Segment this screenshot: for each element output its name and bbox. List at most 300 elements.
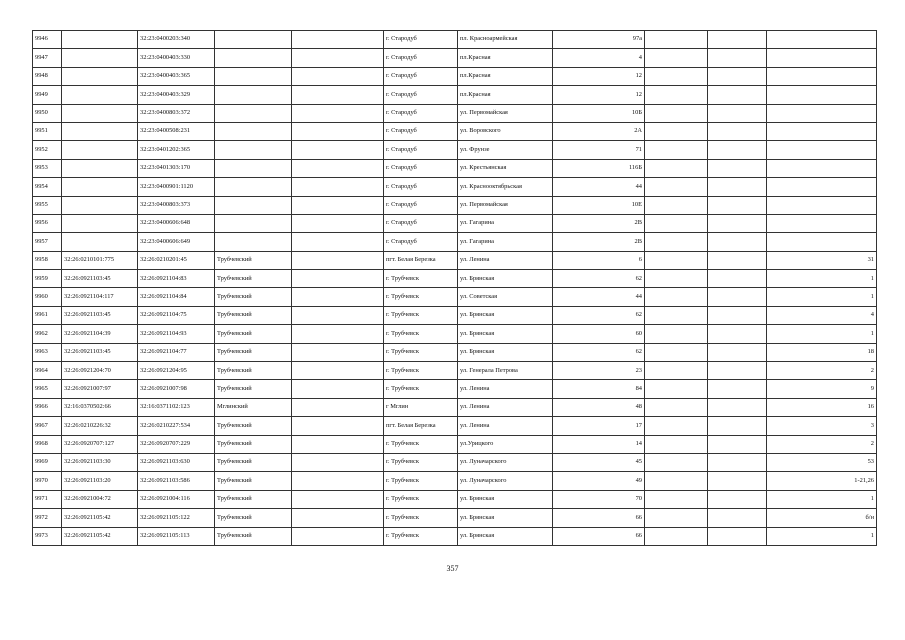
- row-number-cell: 9962: [33, 325, 62, 343]
- empty-cell: [292, 435, 384, 453]
- cadastral-number-cell: [62, 159, 138, 177]
- cadastral-number-cell: 32:16:0370502:66: [62, 398, 138, 416]
- street-cell: ул. Первомайская: [458, 196, 553, 214]
- empty-cell: [645, 490, 708, 508]
- cadastral-number-cell: 32:26:0921004:116: [138, 490, 215, 508]
- row-number-cell: 9953: [33, 159, 62, 177]
- row-number-cell: 9968: [33, 435, 62, 453]
- empty-cell: [645, 435, 708, 453]
- street-cell: ул. Генерала Петрова: [458, 362, 553, 380]
- cadastral-number-cell: 32:26:0920707:229: [138, 435, 215, 453]
- house-number-cell: 48: [553, 398, 645, 416]
- empty-cell: [645, 417, 708, 435]
- empty-cell: [292, 178, 384, 196]
- empty-cell: [645, 251, 708, 269]
- empty-cell: [645, 104, 708, 122]
- table-row: [33, 435, 877, 453]
- row-number-cell: 9950: [33, 104, 62, 122]
- empty-cell: [645, 31, 708, 49]
- empty-cell: [645, 398, 708, 416]
- empty-cell: [645, 233, 708, 251]
- table-row: [33, 270, 877, 288]
- empty-cell: [708, 288, 767, 306]
- district-cell: Трубчевский: [215, 251, 292, 269]
- apartment-cell: [767, 67, 877, 85]
- cadastral-number-cell: 32:26:0921104:83: [138, 270, 215, 288]
- apartment-cell: 1: [767, 325, 877, 343]
- empty-cell: [708, 251, 767, 269]
- row-number-cell: 9951: [33, 122, 62, 140]
- empty-cell: [645, 527, 708, 545]
- table-row: [33, 398, 877, 416]
- apartment-cell: 18: [767, 343, 877, 361]
- locality-cell: г. Стародуб: [384, 104, 458, 122]
- apartment-cell: 16: [767, 398, 877, 416]
- empty-cell: [292, 251, 384, 269]
- apartment-cell: [767, 104, 877, 122]
- apartment-cell: 2: [767, 362, 877, 380]
- district-cell: Трубчевский: [215, 490, 292, 508]
- apartment-cell: [767, 86, 877, 104]
- table-body: [33, 31, 877, 546]
- apartment-cell: 53: [767, 453, 877, 471]
- cadastral-number-cell: 32:26:0210226:32: [62, 417, 138, 435]
- locality-cell: г. Стародуб: [384, 67, 458, 85]
- table-row: [33, 67, 877, 85]
- street-cell: ул. Брянская: [458, 325, 553, 343]
- locality-cell: г Мглин: [384, 398, 458, 416]
- apartment-cell: 1: [767, 270, 877, 288]
- apartment-cell: 31: [767, 251, 877, 269]
- street-cell: ул. Луначарского: [458, 453, 553, 471]
- empty-cell: [708, 453, 767, 471]
- locality-cell: пгт. Белая Березка: [384, 417, 458, 435]
- empty-cell: [292, 343, 384, 361]
- empty-cell: [708, 31, 767, 49]
- cadastral-number-cell: [62, 141, 138, 159]
- empty-cell: [708, 362, 767, 380]
- district-cell: Трубчевский: [215, 343, 292, 361]
- row-number-cell: 9956: [33, 214, 62, 232]
- district-cell: Трубчевский: [215, 325, 292, 343]
- apartment-cell: [767, 122, 877, 140]
- street-cell: ул. Ленина: [458, 417, 553, 435]
- empty-cell: [292, 417, 384, 435]
- empty-cell: [645, 49, 708, 67]
- table-row: [33, 141, 877, 159]
- table-row: [33, 104, 877, 122]
- locality-cell: г. Стародуб: [384, 122, 458, 140]
- street-cell: ул. Гагарина: [458, 233, 553, 251]
- empty-cell: [708, 490, 767, 508]
- cadastral-number-cell: [62, 122, 138, 140]
- apartment-cell: 1: [767, 490, 877, 508]
- locality-cell: г. Стародуб: [384, 86, 458, 104]
- street-cell: ул. Краснооктябрьская: [458, 178, 553, 196]
- cadastral-number-cell: 32:26:0921105:42: [62, 509, 138, 527]
- apartment-cell: [767, 159, 877, 177]
- district-cell: [215, 178, 292, 196]
- row-number-cell: 9970: [33, 472, 62, 490]
- locality-cell: г. Трубчевск: [384, 270, 458, 288]
- district-cell: [215, 86, 292, 104]
- house-number-cell: 70: [553, 490, 645, 508]
- cadastral-number-cell: 32:23:0400403:365: [138, 67, 215, 85]
- district-cell: Трубчевский: [215, 362, 292, 380]
- cadastral-number-cell: 32:26:0210101:775: [62, 251, 138, 269]
- locality-cell: г. Трубчевск: [384, 343, 458, 361]
- cadastral-number-cell: 32:26:0921103:30: [62, 453, 138, 471]
- house-number-cell: 71: [553, 141, 645, 159]
- empty-cell: [645, 306, 708, 324]
- house-number-cell: 84: [553, 380, 645, 398]
- empty-cell: [292, 398, 384, 416]
- apartment-cell: [767, 196, 877, 214]
- house-number-cell: 97а: [553, 31, 645, 49]
- locality-cell: г. Трубчевск: [384, 509, 458, 527]
- street-cell: ул. Брянская: [458, 509, 553, 527]
- district-cell: Трубчевский: [215, 453, 292, 471]
- locality-cell: г. Стародуб: [384, 49, 458, 67]
- empty-cell: [708, 306, 767, 324]
- table-row: [33, 49, 877, 67]
- empty-cell: [708, 104, 767, 122]
- locality-cell: г. Стародуб: [384, 159, 458, 177]
- cadastral-number-cell: 32:26:0921103:45: [62, 306, 138, 324]
- table-row: [33, 343, 877, 361]
- row-number-cell: 9957: [33, 233, 62, 251]
- table-row: [33, 417, 877, 435]
- cadastral-number-cell: 32:26:0210201:45: [138, 251, 215, 269]
- empty-cell: [292, 527, 384, 545]
- locality-cell: г. Трубчевск: [384, 362, 458, 380]
- row-number-cell: 9946: [33, 31, 62, 49]
- district-cell: Трубчевский: [215, 472, 292, 490]
- cadastral-number-cell: [62, 31, 138, 49]
- cadastral-number-cell: 32:16:0371102:123: [138, 398, 215, 416]
- empty-cell: [292, 306, 384, 324]
- district-cell: [215, 141, 292, 159]
- table-row: [33, 159, 877, 177]
- empty-cell: [292, 86, 384, 104]
- empty-cell: [292, 233, 384, 251]
- locality-cell: г. Трубчевск: [384, 453, 458, 471]
- cadastral-number-cell: 32:26:0921103:586: [138, 472, 215, 490]
- empty-cell: [292, 196, 384, 214]
- apartment-cell: [767, 178, 877, 196]
- row-number-cell: 9960: [33, 288, 62, 306]
- empty-cell: [708, 343, 767, 361]
- street-cell: ул. Ленина: [458, 380, 553, 398]
- empty-cell: [645, 67, 708, 85]
- empty-cell: [708, 472, 767, 490]
- locality-cell: г. Стародуб: [384, 214, 458, 232]
- empty-cell: [292, 214, 384, 232]
- table-row: [33, 251, 877, 269]
- row-number-cell: 9947: [33, 49, 62, 67]
- cadastral-number-cell: [62, 67, 138, 85]
- row-number-cell: 9959: [33, 270, 62, 288]
- empty-cell: [292, 49, 384, 67]
- empty-cell: [708, 325, 767, 343]
- row-number-cell: 9958: [33, 251, 62, 269]
- table-row: [33, 288, 877, 306]
- cadastral-number-cell: 32:26:0921105:122: [138, 509, 215, 527]
- empty-cell: [645, 380, 708, 398]
- empty-cell: [645, 86, 708, 104]
- empty-cell: [645, 362, 708, 380]
- street-cell: ул. Советская: [458, 288, 553, 306]
- empty-cell: [292, 159, 384, 177]
- empty-cell: [708, 270, 767, 288]
- cadastral-number-cell: 32:23:0400901:1120: [138, 178, 215, 196]
- table-row: [33, 178, 877, 196]
- apartment-cell: б/н: [767, 509, 877, 527]
- empty-cell: [292, 141, 384, 159]
- empty-cell: [645, 509, 708, 527]
- row-number-cell: 9954: [33, 178, 62, 196]
- street-cell: ул. Крестьянская: [458, 159, 553, 177]
- cadastral-number-cell: [62, 86, 138, 104]
- row-number-cell: 9969: [33, 453, 62, 471]
- cadastral-number-cell: 32:26:0921103:630: [138, 453, 215, 471]
- cadastral-number-cell: 32:26:0921105:113: [138, 527, 215, 545]
- row-number-cell: 9973: [33, 527, 62, 545]
- street-cell: ул. Брянская: [458, 343, 553, 361]
- empty-cell: [645, 122, 708, 140]
- house-number-cell: 60: [553, 325, 645, 343]
- empty-cell: [292, 509, 384, 527]
- empty-cell: [645, 325, 708, 343]
- house-number-cell: 49: [553, 472, 645, 490]
- district-cell: [215, 122, 292, 140]
- cadastral-number-cell: 32:23:0400403:330: [138, 49, 215, 67]
- empty-cell: [292, 270, 384, 288]
- apartment-cell: 2: [767, 435, 877, 453]
- empty-cell: [292, 104, 384, 122]
- cadastral-number-cell: 32:26:0921104:75: [138, 306, 215, 324]
- cadastral-number-cell: 32:26:0210227:534: [138, 417, 215, 435]
- house-number-cell: 2В: [553, 214, 645, 232]
- empty-cell: [645, 159, 708, 177]
- district-cell: [215, 49, 292, 67]
- row-number-cell: 9948: [33, 67, 62, 85]
- cadastral-number-cell: 32:23:0401303:170: [138, 159, 215, 177]
- table-row: [33, 453, 877, 471]
- row-number-cell: 9952: [33, 141, 62, 159]
- street-cell: ул. Брянская: [458, 306, 553, 324]
- cadastral-number-cell: 32:23:0400606:649: [138, 233, 215, 251]
- table-row: [33, 362, 877, 380]
- apartment-cell: [767, 141, 877, 159]
- locality-cell: г. Трубчевск: [384, 490, 458, 508]
- empty-cell: [708, 214, 767, 232]
- cadastral-number-cell: 32:23:0400508:231: [138, 122, 215, 140]
- street-cell: пл.Красная: [458, 67, 553, 85]
- empty-cell: [708, 417, 767, 435]
- cadastral-number-cell: 32:26:0921007:98: [138, 380, 215, 398]
- locality-cell: г. Трубчевск: [384, 380, 458, 398]
- empty-cell: [708, 398, 767, 416]
- apartment-cell: 4: [767, 306, 877, 324]
- cadastral-number-cell: [62, 104, 138, 122]
- empty-cell: [292, 325, 384, 343]
- house-number-cell: 62: [553, 343, 645, 361]
- table-row: [33, 196, 877, 214]
- cadastral-number-cell: 32:26:0921104:77: [138, 343, 215, 361]
- page-number: 357: [446, 564, 459, 573]
- locality-cell: г. Трубчевск: [384, 435, 458, 453]
- street-cell: ул. Гагарина: [458, 214, 553, 232]
- district-cell: [215, 104, 292, 122]
- house-number-cell: 10Б: [553, 104, 645, 122]
- apartment-cell: 1: [767, 527, 877, 545]
- apartment-cell: [767, 214, 877, 232]
- cadastral-number-cell: [62, 178, 138, 196]
- empty-cell: [645, 343, 708, 361]
- house-number-cell: 66: [553, 527, 645, 545]
- table-row: [33, 527, 877, 545]
- cadastral-number-cell: 32:26:0921007:97: [62, 380, 138, 398]
- empty-cell: [292, 122, 384, 140]
- apartment-cell: [767, 49, 877, 67]
- street-cell: ул. Первомайская: [458, 104, 553, 122]
- district-cell: Мглинский: [215, 398, 292, 416]
- street-cell: пл.Красная: [458, 86, 553, 104]
- district-cell: Трубчевский: [215, 288, 292, 306]
- house-number-cell: 10Е: [553, 196, 645, 214]
- empty-cell: [645, 214, 708, 232]
- empty-cell: [645, 288, 708, 306]
- row-number-cell: 9967: [33, 417, 62, 435]
- row-number-cell: 9966: [33, 398, 62, 416]
- apartment-cell: 1-21,26: [767, 472, 877, 490]
- empty-cell: [708, 178, 767, 196]
- cadastral-number-cell: 32:26:0920707:127: [62, 435, 138, 453]
- street-cell: ул. Фрунзе: [458, 141, 553, 159]
- street-cell: ул. Ленина: [458, 398, 553, 416]
- locality-cell: г. Трубчевск: [384, 306, 458, 324]
- cadastral-number-cell: [62, 233, 138, 251]
- house-number-cell: 2В: [553, 233, 645, 251]
- locality-cell: г. Стародуб: [384, 178, 458, 196]
- cadastral-number-cell: 32:26:0921104:84: [138, 288, 215, 306]
- table-row: [33, 380, 877, 398]
- row-number-cell: 9949: [33, 86, 62, 104]
- house-number-cell: 23: [553, 362, 645, 380]
- empty-cell: [292, 362, 384, 380]
- empty-cell: [708, 141, 767, 159]
- empty-cell: [645, 196, 708, 214]
- cadastral-number-cell: [62, 49, 138, 67]
- house-number-cell: 44: [553, 288, 645, 306]
- house-number-cell: 6: [553, 251, 645, 269]
- district-cell: [215, 159, 292, 177]
- locality-cell: г. Стародуб: [384, 141, 458, 159]
- district-cell: Трубчевский: [215, 380, 292, 398]
- row-number-cell: 9955: [33, 196, 62, 214]
- house-number-cell: 17: [553, 417, 645, 435]
- district-cell: Трубчевский: [215, 509, 292, 527]
- apartment-cell: 1: [767, 288, 877, 306]
- street-cell: ул. Брянская: [458, 527, 553, 545]
- district-cell: [215, 214, 292, 232]
- table-row: [33, 490, 877, 508]
- empty-cell: [708, 86, 767, 104]
- district-cell: Трубчевский: [215, 435, 292, 453]
- empty-cell: [708, 67, 767, 85]
- empty-cell: [292, 472, 384, 490]
- district-cell: Трубчевский: [215, 306, 292, 324]
- empty-cell: [708, 196, 767, 214]
- cadastral-number-cell: 32:26:0921103:45: [62, 343, 138, 361]
- street-cell: ул. Воровского: [458, 122, 553, 140]
- row-number-cell: 9964: [33, 362, 62, 380]
- apartment-cell: 9: [767, 380, 877, 398]
- locality-cell: г. Трубчевск: [384, 288, 458, 306]
- street-cell: ул. Луначарского: [458, 472, 553, 490]
- row-number-cell: 9971: [33, 490, 62, 508]
- locality-cell: г. Трубчевск: [384, 325, 458, 343]
- house-number-cell: 2А: [553, 122, 645, 140]
- empty-cell: [645, 270, 708, 288]
- house-number-cell: 44: [553, 178, 645, 196]
- row-number-cell: 9961: [33, 306, 62, 324]
- empty-cell: [292, 288, 384, 306]
- house-number-cell: 62: [553, 270, 645, 288]
- registry-table: [32, 30, 877, 546]
- locality-cell: г. Трубчевск: [384, 472, 458, 490]
- apartment-cell: 3: [767, 417, 877, 435]
- street-cell: ул. Ленина: [458, 251, 553, 269]
- street-cell: ул. Брянская: [458, 490, 553, 508]
- table-row: [33, 122, 877, 140]
- cadastral-number-cell: [62, 214, 138, 232]
- district-cell: [215, 31, 292, 49]
- table-row: [33, 214, 877, 232]
- apartment-cell: [767, 31, 877, 49]
- row-number-cell: 9972: [33, 509, 62, 527]
- empty-cell: [292, 490, 384, 508]
- house-number-cell: 12: [553, 86, 645, 104]
- table-row: [33, 306, 877, 324]
- cadastral-number-cell: 32:26:0921105:42: [62, 527, 138, 545]
- empty-cell: [708, 159, 767, 177]
- table-row: [33, 86, 877, 104]
- district-cell: Трубчевский: [215, 417, 292, 435]
- empty-cell: [708, 509, 767, 527]
- street-cell: ул. Брянская: [458, 270, 553, 288]
- table-row: [33, 509, 877, 527]
- locality-cell: г. Стародуб: [384, 233, 458, 251]
- cadastral-number-cell: 32:23:0401202:365: [138, 141, 215, 159]
- cadastral-number-cell: 32:23:0400606:648: [138, 214, 215, 232]
- district-cell: Трубчевский: [215, 270, 292, 288]
- empty-cell: [708, 233, 767, 251]
- locality-cell: г. Стародуб: [384, 196, 458, 214]
- row-number-cell: 9965: [33, 380, 62, 398]
- house-number-cell: 12: [553, 67, 645, 85]
- cadastral-number-cell: 32:26:0921204:95: [138, 362, 215, 380]
- district-cell: [215, 233, 292, 251]
- house-number-cell: 66: [553, 509, 645, 527]
- empty-cell: [292, 453, 384, 471]
- cadastral-number-cell: 32:26:0921104:39: [62, 325, 138, 343]
- table-row: [33, 325, 877, 343]
- row-number-cell: 9963: [33, 343, 62, 361]
- cadastral-number-cell: 32:26:0921104:93: [138, 325, 215, 343]
- district-cell: [215, 67, 292, 85]
